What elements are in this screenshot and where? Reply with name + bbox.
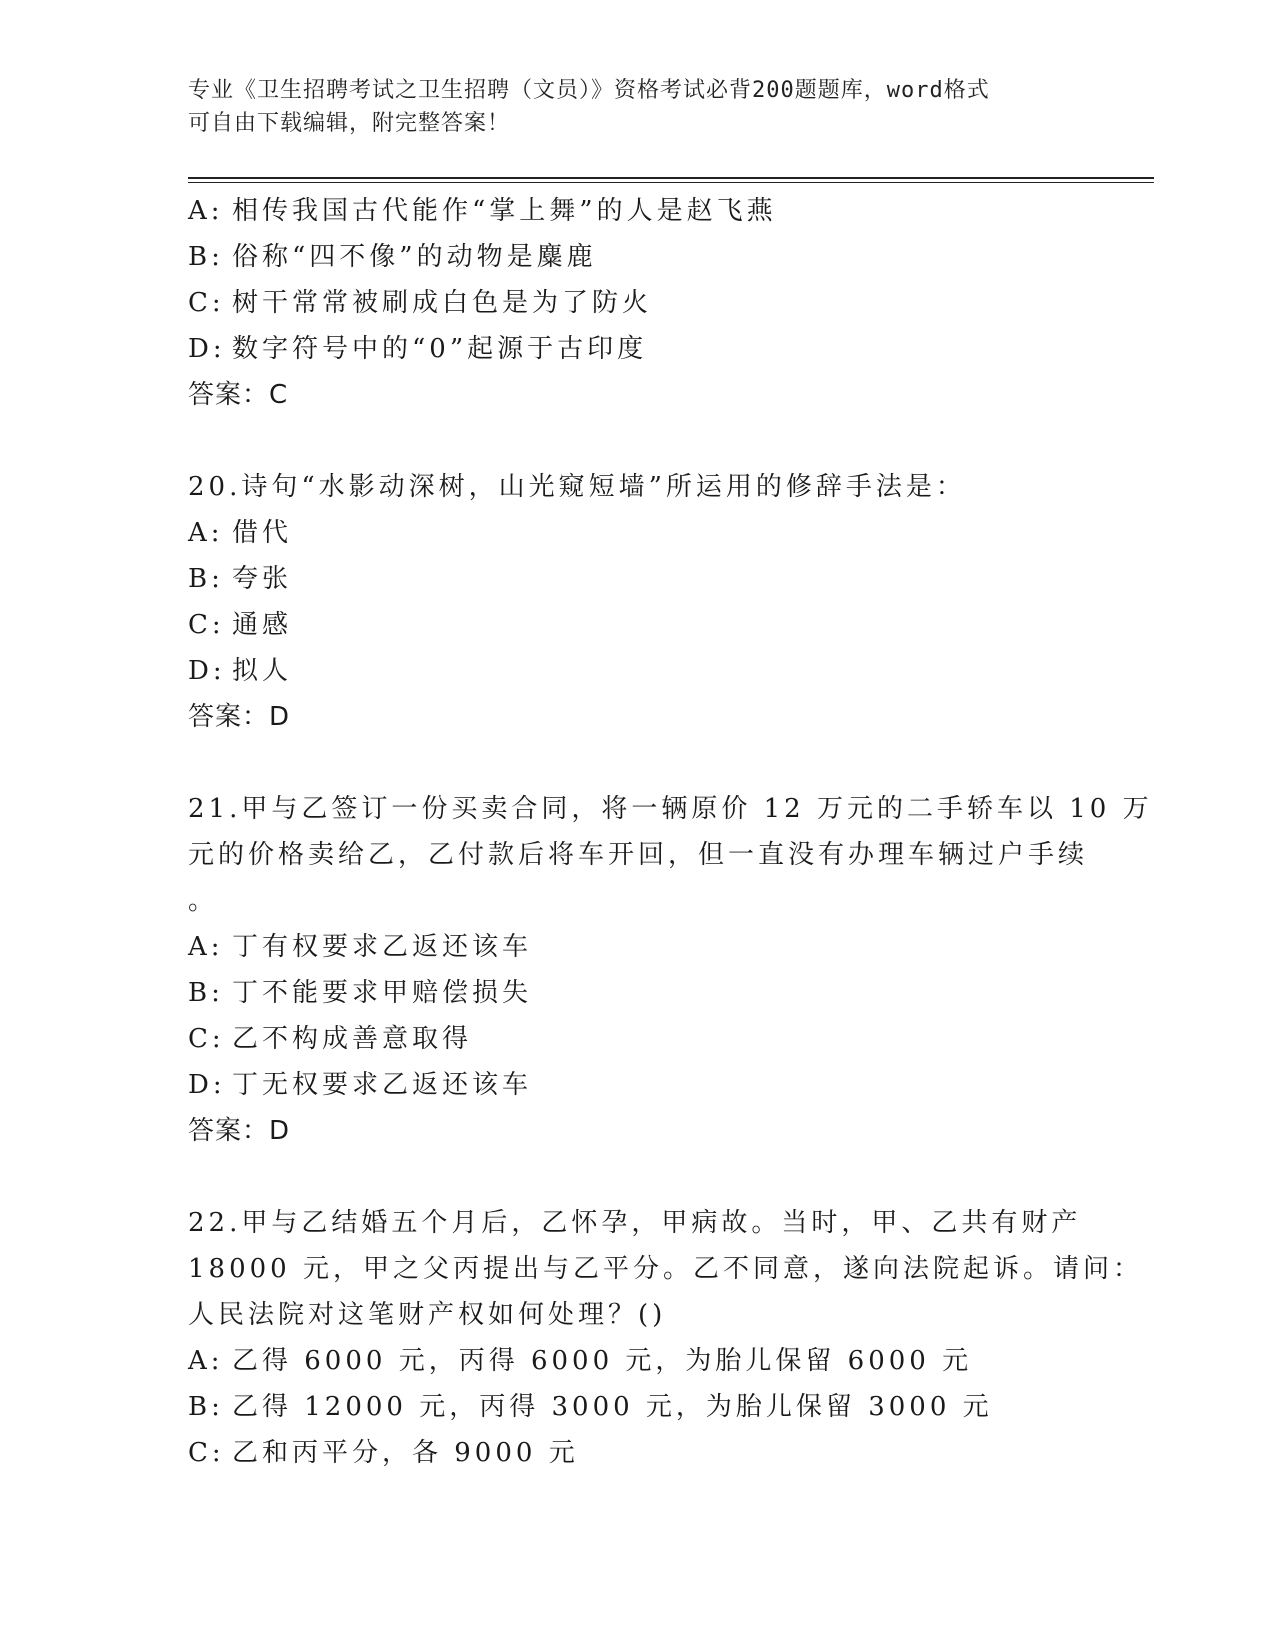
answer-line: 答案：D — [188, 1116, 291, 1146]
option-b: B: 夸张 — [188, 564, 293, 594]
option-b: B: 俗称“四不像”的动物是麋鹿 — [188, 242, 597, 272]
question-stem: 人民法院对这笔财产权如何处理？() — [188, 1300, 667, 1330]
header-line-1: 专业《卫生招聘考试之卫生招聘（文员）》资格考试必背200题题库，word格式 — [188, 78, 990, 103]
answer-line: 答案：D — [188, 702, 291, 732]
option-a: A: 丁有权要求乙返还该车 — [188, 932, 533, 962]
option-c: C: 通感 — [188, 610, 293, 640]
question-21 — [188, 786, 1153, 1154]
question-stem: 21.甲与乙签订一份买卖合同，将一辆原价 12 万元的二手轿车以 10 万 — [188, 794, 1153, 824]
header-rule-thin — [188, 182, 1154, 183]
option-a: A: 借代 — [188, 518, 293, 548]
option-b: B: 乙得 12000 元，丙得 3000 元，为胎儿保留 3000 元 — [188, 1392, 993, 1422]
question-list — [188, 188, 1153, 1476]
header-rule-thick — [188, 177, 1154, 179]
question-stem: 20.诗句“水影动深树，山光窥短墙”所运用的修辞手法是： — [188, 472, 966, 502]
question-19 — [188, 188, 1088, 418]
option-d: D: 拟人 — [188, 656, 293, 686]
question-stem: 18000 元，甲之父丙提出与乙平分。乙不同意，遂向法院起诉。请问： — [188, 1254, 1143, 1284]
option-c: C: 乙和丙平分，各 9000 元 — [188, 1438, 579, 1468]
option-c: C: 树干常常被刷成白色是为了防火 — [188, 288, 653, 318]
option-a: A: 乙得 6000 元，丙得 6000 元，为胎儿保留 6000 元 — [188, 1346, 973, 1376]
option-a: A: 相传我国古代能作“掌上舞”的人是赵飞燕 — [188, 196, 777, 226]
header-line-2: 可自由下载编辑，附完整答案！ — [188, 111, 511, 136]
spacer — [188, 1154, 1088, 1200]
spacer — [188, 740, 1088, 786]
question-stem: 。 — [188, 886, 219, 916]
question-22 — [188, 1200, 1143, 1476]
spacer — [188, 418, 1088, 464]
answer-line: 答案：C — [188, 380, 289, 410]
question-20 — [188, 464, 1088, 740]
option-b: B: 丁不能要求甲赔偿损失 — [188, 978, 533, 1008]
option-d: D: 数字符号中的“0”起源于古印度 — [188, 334, 648, 364]
question-stem: 元的价格卖给乙，乙付款后将车开回，但一直没有办理车辆过户手续 — [188, 840, 1089, 870]
document-header — [188, 74, 1088, 140]
question-stem: 22.甲与乙结婚五个月后，乙怀孕，甲病故。当时，甲、乙共有财产 — [188, 1208, 1082, 1238]
option-d: D: 丁无权要求乙返还该车 — [188, 1070, 533, 1100]
option-c: C: 乙不构成善意取得 — [188, 1024, 473, 1054]
